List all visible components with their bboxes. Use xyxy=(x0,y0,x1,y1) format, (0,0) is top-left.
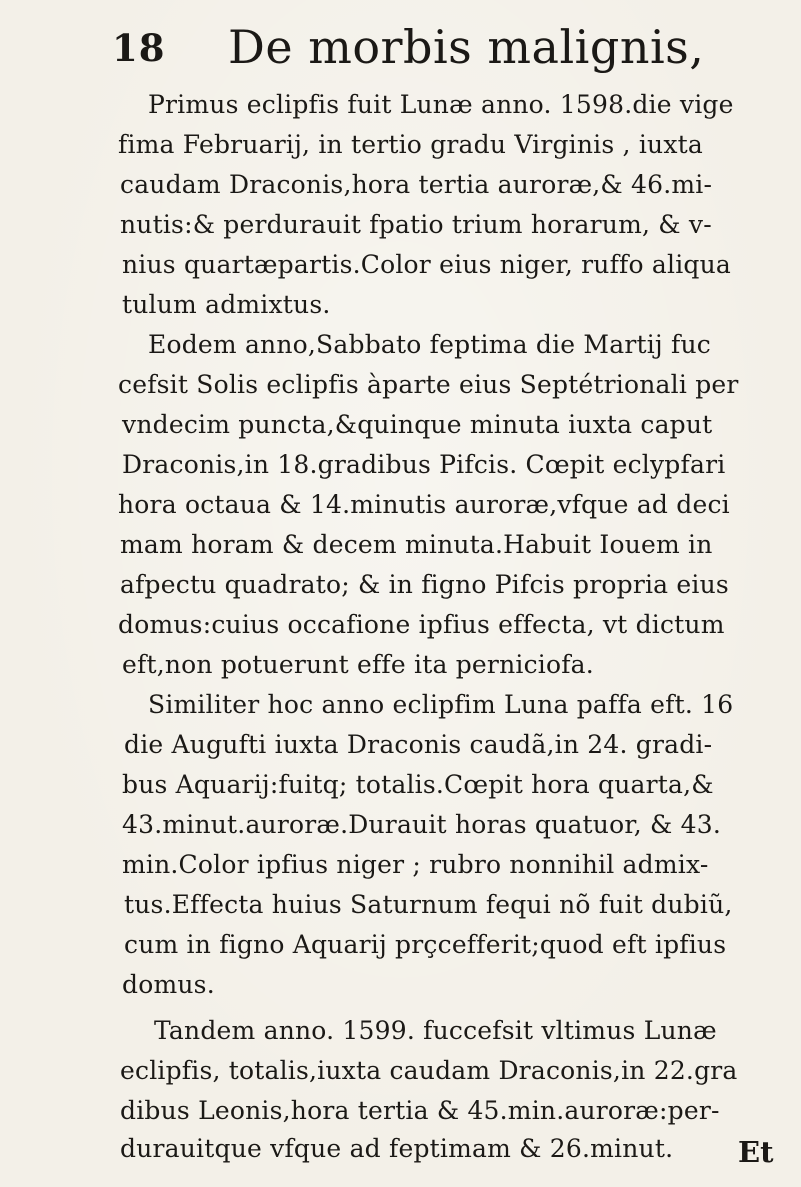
text-line: afpectu quadrato; & in figno Pifcis propria eius xyxy=(120,570,729,599)
text-line: mam horam & decem minuta.Habuit Iouem in xyxy=(120,530,713,559)
running-head: De morbis malignis, xyxy=(228,20,705,74)
text-line: 43.minut.auroræ.Durauit horas quatuor, & 43. xyxy=(122,810,721,839)
catchword: Et xyxy=(738,1135,774,1169)
text-line: bus Aquarij:fuitq; totalis.Cœpit hora quarta,& xyxy=(122,770,714,799)
text-line: dibus Leonis,hora tertia & 45.min.auroræ:per- xyxy=(120,1096,720,1125)
text-line: Primus eclipfis fuit Lunæ anno. 1598.die vige xyxy=(148,90,734,119)
text-line: Tandem anno. 1599. fuccefsit vltimus Lunæ xyxy=(154,1016,717,1045)
page-header xyxy=(0,14,801,84)
text-line: nutis:& perdurauit fpatio trium horarum, & v- xyxy=(120,210,712,239)
text-line: eft,non potuerunt effe ita perniciofa. xyxy=(122,650,594,679)
text-line: fima Februarij, in tertio gradu Virginis , iuxta xyxy=(118,130,703,159)
text-line: tulum admixtus. xyxy=(122,290,331,319)
text-line: cum in figno Aquarij prçcefferit;quod eft ipfius xyxy=(124,930,727,959)
text-line: min.Color ipfius niger ; rubro nonnihil admix- xyxy=(122,850,709,879)
page-number: 18 xyxy=(112,26,166,70)
text-line: domus. xyxy=(122,970,215,999)
text-line: durauitque vfque ad feptimam & 26.minut. xyxy=(120,1134,674,1163)
text-line: tus.Effecta huius Saturnum fequi nõ fuit dubiũ, xyxy=(124,890,733,919)
text-line: hora octaua & 14.minutis auroræ,vfque ad deci xyxy=(118,490,730,519)
text-line: die Augufti iuxta Draconis caudã,in 24. gradi- xyxy=(124,730,713,759)
text-line: domus:cuius occafione ipfius effecta, vt dictum xyxy=(118,610,725,639)
text-line: caudam Draconis,hora tertia auroræ,& 46.mi- xyxy=(120,170,713,199)
text-line: cefsit Solis eclipfis àparte eius Septétrionali per xyxy=(118,370,739,399)
text-line: Draconis,in 18.gradibus Pifcis. Cœpit eclypfari xyxy=(122,450,726,479)
text-line: Eodem anno,Sabbato feptima die Martij fuc xyxy=(148,330,711,359)
text-line: vndecim puncta,&quinque minuta iuxta caput xyxy=(122,410,713,439)
text-line: Similiter hoc anno eclipfim Luna paffa eft. 16 xyxy=(148,690,734,719)
text-line: eclipfis, totalis,iuxta caudam Draconis,in 22.gra xyxy=(120,1056,738,1085)
text-line: nius quartæpartis.Color eius niger, ruffo aliqua xyxy=(122,250,732,279)
